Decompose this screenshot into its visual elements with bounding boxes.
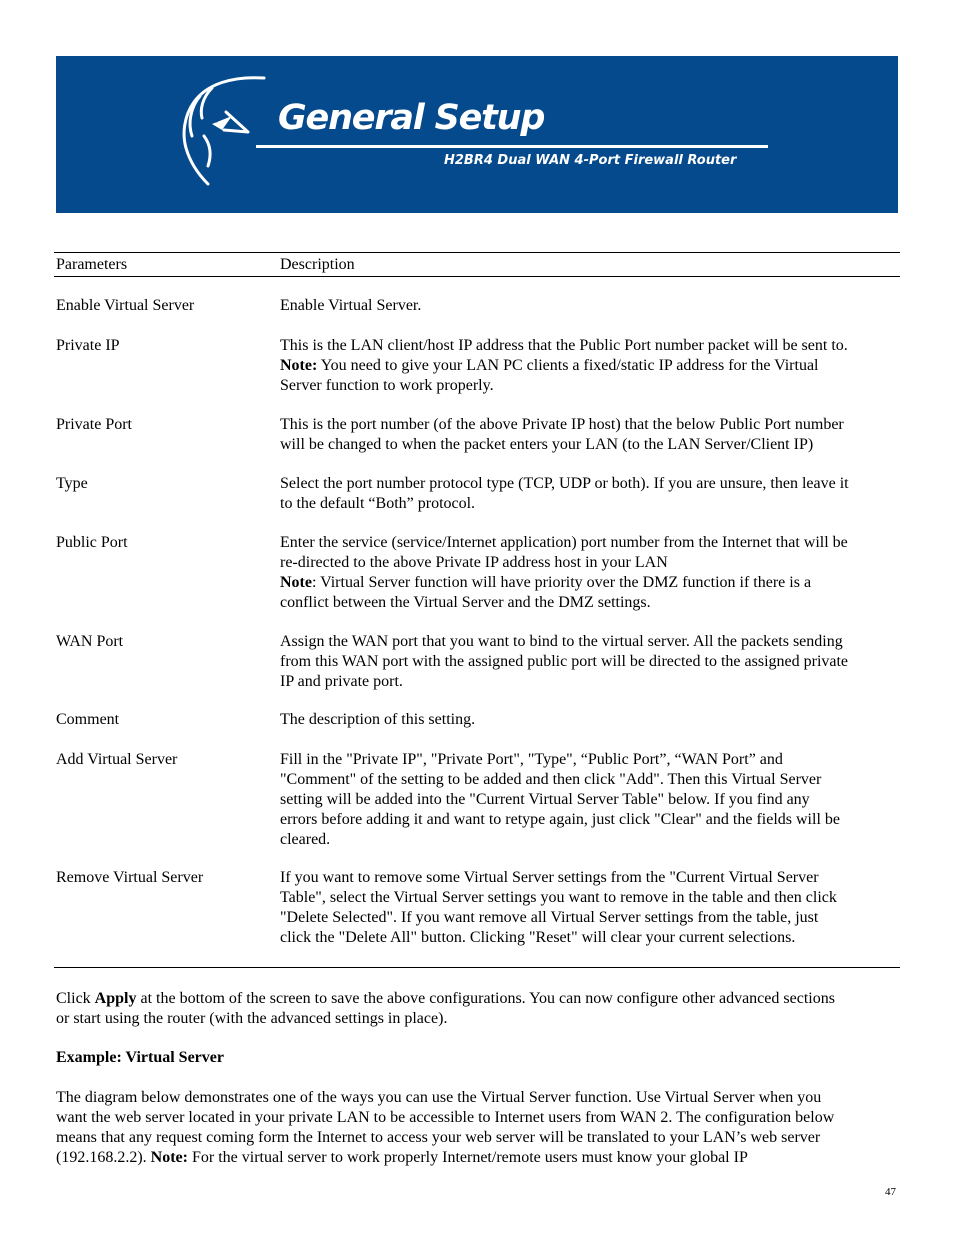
desc-line: Assign the WAN port that you want to bind to the virtual server. All the packets sending: [280, 633, 843, 650]
desc-line: from this WAN port with the assigned public port will be directed to the assigned private: [280, 653, 849, 670]
column-header-parameters: Parameters: [56, 256, 128, 273]
paragraph-line: [56, 989, 901, 1009]
param-comment: Comment: [56, 711, 120, 728]
paragraph-line: or start using the router (with the advanced settings in place).: [56, 1010, 448, 1027]
desc-add-virtual-server: [280, 750, 900, 850]
desc-comment: The description of this setting.: [280, 711, 476, 728]
eagle-head-logo-icon: [172, 74, 272, 189]
desc-line: Fill in the "Private IP", "Private Port", "Type", “Public Port”, “WAN Port” and: [280, 751, 783, 768]
desc-private-ip: [280, 336, 900, 396]
desc-line: If you want to remove some Virtual Server settings from the "Current Virtual Server: [280, 869, 819, 886]
note-label: Note: [280, 574, 312, 591]
desc-line: to the default “Both” protocol.: [280, 495, 476, 512]
param-add-virtual-server: Add Virtual Server: [56, 751, 178, 768]
banner-title: General Setup: [278, 98, 545, 138]
banner-subtitle: H2BR4 Dual WAN 4-Port Firewall Router: [444, 153, 737, 168]
apply-pre: Click: [56, 990, 95, 1007]
note-label: Note:: [150, 1149, 188, 1166]
paragraph-line: The diagram below demonstrates one of the ways you can use the Virtual Server function. Use Virtual Server when you: [56, 1089, 822, 1106]
column-header-description: Description: [280, 256, 355, 273]
note-text: You need to give your LAN PC clients a fixed/static IP address for the Virtual: [317, 357, 819, 374]
desc-line: click the "Delete All" button. Clicking "Reset" will clear your current selections.: [280, 929, 796, 946]
param-type: Type: [56, 475, 88, 492]
desc-line: This is the LAN client/host IP address that the Public Port number packet will be sent to.: [280, 337, 848, 354]
param-private-ip: Private IP: [56, 337, 120, 354]
example-heading: [56, 1048, 901, 1068]
diagram-l4-pre: (192.168.2.2).: [56, 1149, 151, 1166]
note-text: : Virtual Server function will have priority over the DMZ function if there is a: [311, 574, 812, 591]
diagram-l4-rest: For the virtual server to work properly Internet/remote users must know your global IP: [187, 1149, 748, 1166]
page-number: 47: [885, 1186, 896, 1198]
table-top-rule: [54, 252, 900, 253]
param-wan-port: WAN Port: [56, 633, 124, 650]
param-enable-virtual-server: Enable Virtual Server: [56, 297, 195, 314]
desc-line: IP and private port.: [280, 673, 403, 690]
apply-rest: at the bottom of the screen to save the above configurations. You can now configure other advanced sections: [136, 990, 835, 1007]
desc-line: Select the port number protocol type (TCP, UDP or both). If you are unsure, then leave it: [280, 475, 849, 492]
param-remove-virtual-server: Remove Virtual Server: [56, 869, 204, 886]
param-public-port: Public Port: [56, 534, 128, 551]
desc-remove-virtual-server: [280, 868, 900, 948]
desc-public-port: [280, 533, 900, 613]
note-line: Server function to work properly.: [280, 377, 494, 394]
desc-type: [280, 474, 900, 514]
note-line: conflict between the Virtual Server and the DMZ settings.: [280, 594, 651, 611]
desc-line: setting will be added into the "Current Virtual Server Table" below. If you find any: [280, 791, 810, 808]
desc-line: This is the port number (of the above Private IP host) that the below Public Port number: [280, 416, 844, 433]
note-line: [280, 573, 900, 593]
paragraph-line: means that any request coming form the Internet to access your web server will be translated to your LAN’s web server: [56, 1129, 821, 1146]
desc-line: errors before adding it and want to retype again, just click "Clear" and the fields will be: [280, 811, 840, 828]
desc-line: cleared.: [280, 831, 331, 848]
desc-line: will be changed to when the packet enters your LAN (to the LAN Server/Client IP): [280, 436, 814, 453]
apply-bold: Apply: [94, 990, 137, 1007]
param-private-port: Private Port: [56, 416, 132, 433]
desc-line: "Comment" of the setting to be added and then click "Add". Then this Virtual Server: [280, 771, 822, 788]
paragraph-line: want the web server located in your private LAN to be accessible to Internet users from WAN 2. The configuration below: [56, 1109, 835, 1126]
desc-line: Enter the service (service/Internet application) port number from the Internet that will be: [280, 534, 848, 551]
table-bottom-rule: [54, 967, 900, 968]
desc-private-port: [280, 415, 900, 455]
diagram-paragraph: [56, 1088, 901, 1168]
desc-enable-virtual-server: Enable Virtual Server.: [280, 297, 422, 314]
desc-line: "Delete Selected". If you want remove all Virtual Server settings from the table, just: [280, 909, 819, 926]
example-heading-text: Example: Virtual Server: [56, 1049, 224, 1066]
desc-line: re-directed to the above Private IP address host in your LAN: [280, 554, 668, 571]
header-banner: [56, 56, 898, 213]
note-line: [280, 356, 900, 376]
banner-rule: [256, 145, 768, 148]
table-header-rule: [54, 276, 900, 277]
apply-paragraph: [56, 989, 901, 1029]
desc-line: Table", select the Virtual Server settings you want to remove in the table and then click: [280, 889, 837, 906]
note-label: Note:: [280, 357, 318, 374]
desc-wan-port: [280, 632, 900, 692]
paragraph-line: [56, 1148, 901, 1168]
